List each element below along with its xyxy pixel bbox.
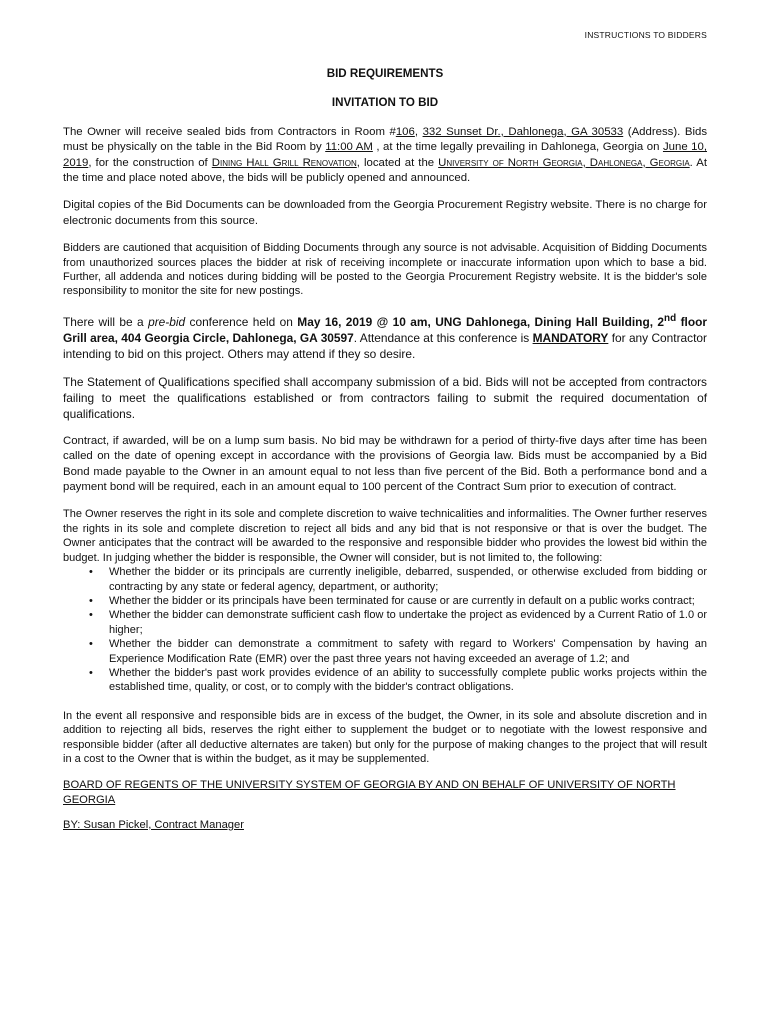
paragraph-digital-copies: Digital copies of the Bid Documents can be downloaded from the Georgia Procurement Registry website. There is no charge for electronic documents from this source. (63, 199, 707, 227)
text-run: , (414, 125, 423, 138)
text-run: . At the time and place noted above, the bids will be publicly opened and announced. (63, 156, 707, 185)
paragraph-contract-terms: Contract, if awarded, will be on a lump sum basis. No bid may be withdrawn for a period of thirty-five days after time has been called on the date of opening except in accordance with the provisions of Georgia law. Bids must be accompanied by a Bid Bond made payable to the Owner in an amount equal to not less than five percent of the Bid. Both a performance bond and a payment bond will be required, each in an amount equal to 100 percent of the Contract Sum prior to execution of contract. (63, 434, 707, 494)
project-name: Dining Hall Grill Renovation (211, 156, 357, 169)
text-run: , at the time legally prevailing in Dahlonega, Georgia on (372, 141, 663, 154)
room-number: 106 (395, 125, 415, 138)
paragraph-owner-rights: The Owner reserves the right in its sole and complete discretion to waive technicalities and informalities. The Owner further reserves the rights in its sole and complete discretion to reject all bids and any bid that is not responsive or that is over the budget. The Owner anticipates that the contract will be awarded to the responsive and responsible bidder who provides the lowest bid within the budget. In judging whether the bidder is responsible, the Owner will consider, but is not limited to, the following: (63, 508, 707, 564)
ordinal-suffix: nd (664, 312, 677, 324)
signatory-name: BY: Susan Pickel, Contract Manager (63, 818, 244, 831)
text-run: for any Contractor intending to bid on this project. Others may attend if they so desire. (63, 330, 707, 361)
signatory-line (63, 818, 707, 833)
list-item: • Whether the bidder or its principals have been terminated for cause or are currently in default on a public works contract; (109, 594, 707, 608)
section-subtitle: INVITATION TO BID (331, 96, 439, 110)
paragraph-bid-receipt (63, 125, 707, 187)
running-header: INSTRUCTIONS TO BIDDERS (584, 30, 707, 40)
list-item: • Whether the bidder can demonstrate a commitment to safety with regard to Workers' Compensation by having an Experience Modification Rate (EMR) over the past three years not having exceeded an average of 1.2; and (109, 637, 707, 666)
text-run: May 16, 2019 @ 10 am, UNG Dahlonega, Dining Hall Building, 2 (297, 314, 665, 329)
criteria-list (63, 565, 707, 695)
prebid-term: pre-bid (148, 314, 186, 329)
paragraph-caution: Bidders are cautioned that acquisition of Bidding Documents through any source is not advisable. Acquisition of Bidding Documents from unauthorized sources places the bidder at risk of receiving incomplete or inaccurate information upon which to base a bid. Further, all addenda and notices during bidding will be posted to the Georgia Procurement Registry website. It is the bidder's sole responsibility to monitor the site for new postings. (63, 242, 707, 298)
text-run: (Address). Bids must be physically on the table in the Bid Room by (63, 125, 708, 154)
text-run: floor Grill area, 404 Georgia Circle, Dahlonega, GA 30597 (63, 314, 707, 345)
project-location: University of North Georgia, Dahlonega, Georgia (438, 156, 690, 169)
paragraph-qualifications: The Statement of Qualifications specified shall accompany submission of a bid. Bids will not be accepted from contractors failing to meet the qualifications established or from contractors failing to submit the required documentation of qualifications. (63, 374, 707, 421)
text-run: There will be a (63, 314, 149, 329)
text-run: conference held on (185, 314, 298, 329)
paragraph-prebid (63, 311, 707, 362)
section-title: BID REQUIREMENTS (326, 67, 444, 80)
bid-address: 332 Sunset Dr., Dahlonega, GA 30533 (422, 125, 624, 138)
list-item: • Whether the bidder's past work provides evidence of an ability to successfully complete public works projects within the established time, quality, or cost, or to comply with the bidder's contract obligations. (109, 666, 707, 695)
paragraph-budget: In the event all responsive and responsible bids are in excess of the budget, the Owner, in its sole and absolute discretion and in addition to rejecting all bids, reserves the right either to supplement the budget or to negotiate with the lowest responsive and responsible bidder (after all deductive alternates are taken) but only for the purpose of making changes to the project that will result in a cost to the Owner that is within the budget, as it may be supplemented. (63, 709, 707, 765)
list-item: • Whether the bidder or its principals are currently ineligible, debarred, suspended, or otherwise excluded from bidding or contracting by any state or federal agency, department, or authority; (109, 565, 707, 594)
document-body (63, 66, 707, 833)
text-run: , located at the (356, 156, 439, 169)
text-run: The Owner will receive sealed bids from Contractors in Room # (63, 125, 396, 138)
text-run: , for the construction of (88, 156, 212, 169)
list-item: • Whether the bidder can demonstrate sufficient cash flow to undertake the project as evidenced by a Current Ratio of 1.0 or higher; (109, 608, 707, 637)
board-signature-block: BOARD OF REGENTS OF THE UNIVERSITY SYSTEM OF GEORGIA BY AND ON BEHALF OF UNIVERSITY OF NORTH GEORGIA (63, 779, 676, 806)
bid-date: June 10, 2019 (63, 141, 708, 169)
mandatory-label: MANDATORY (532, 330, 609, 345)
bid-time: 11:00 AM (325, 141, 373, 154)
text-run: . Attendance at this conference is (353, 330, 533, 345)
